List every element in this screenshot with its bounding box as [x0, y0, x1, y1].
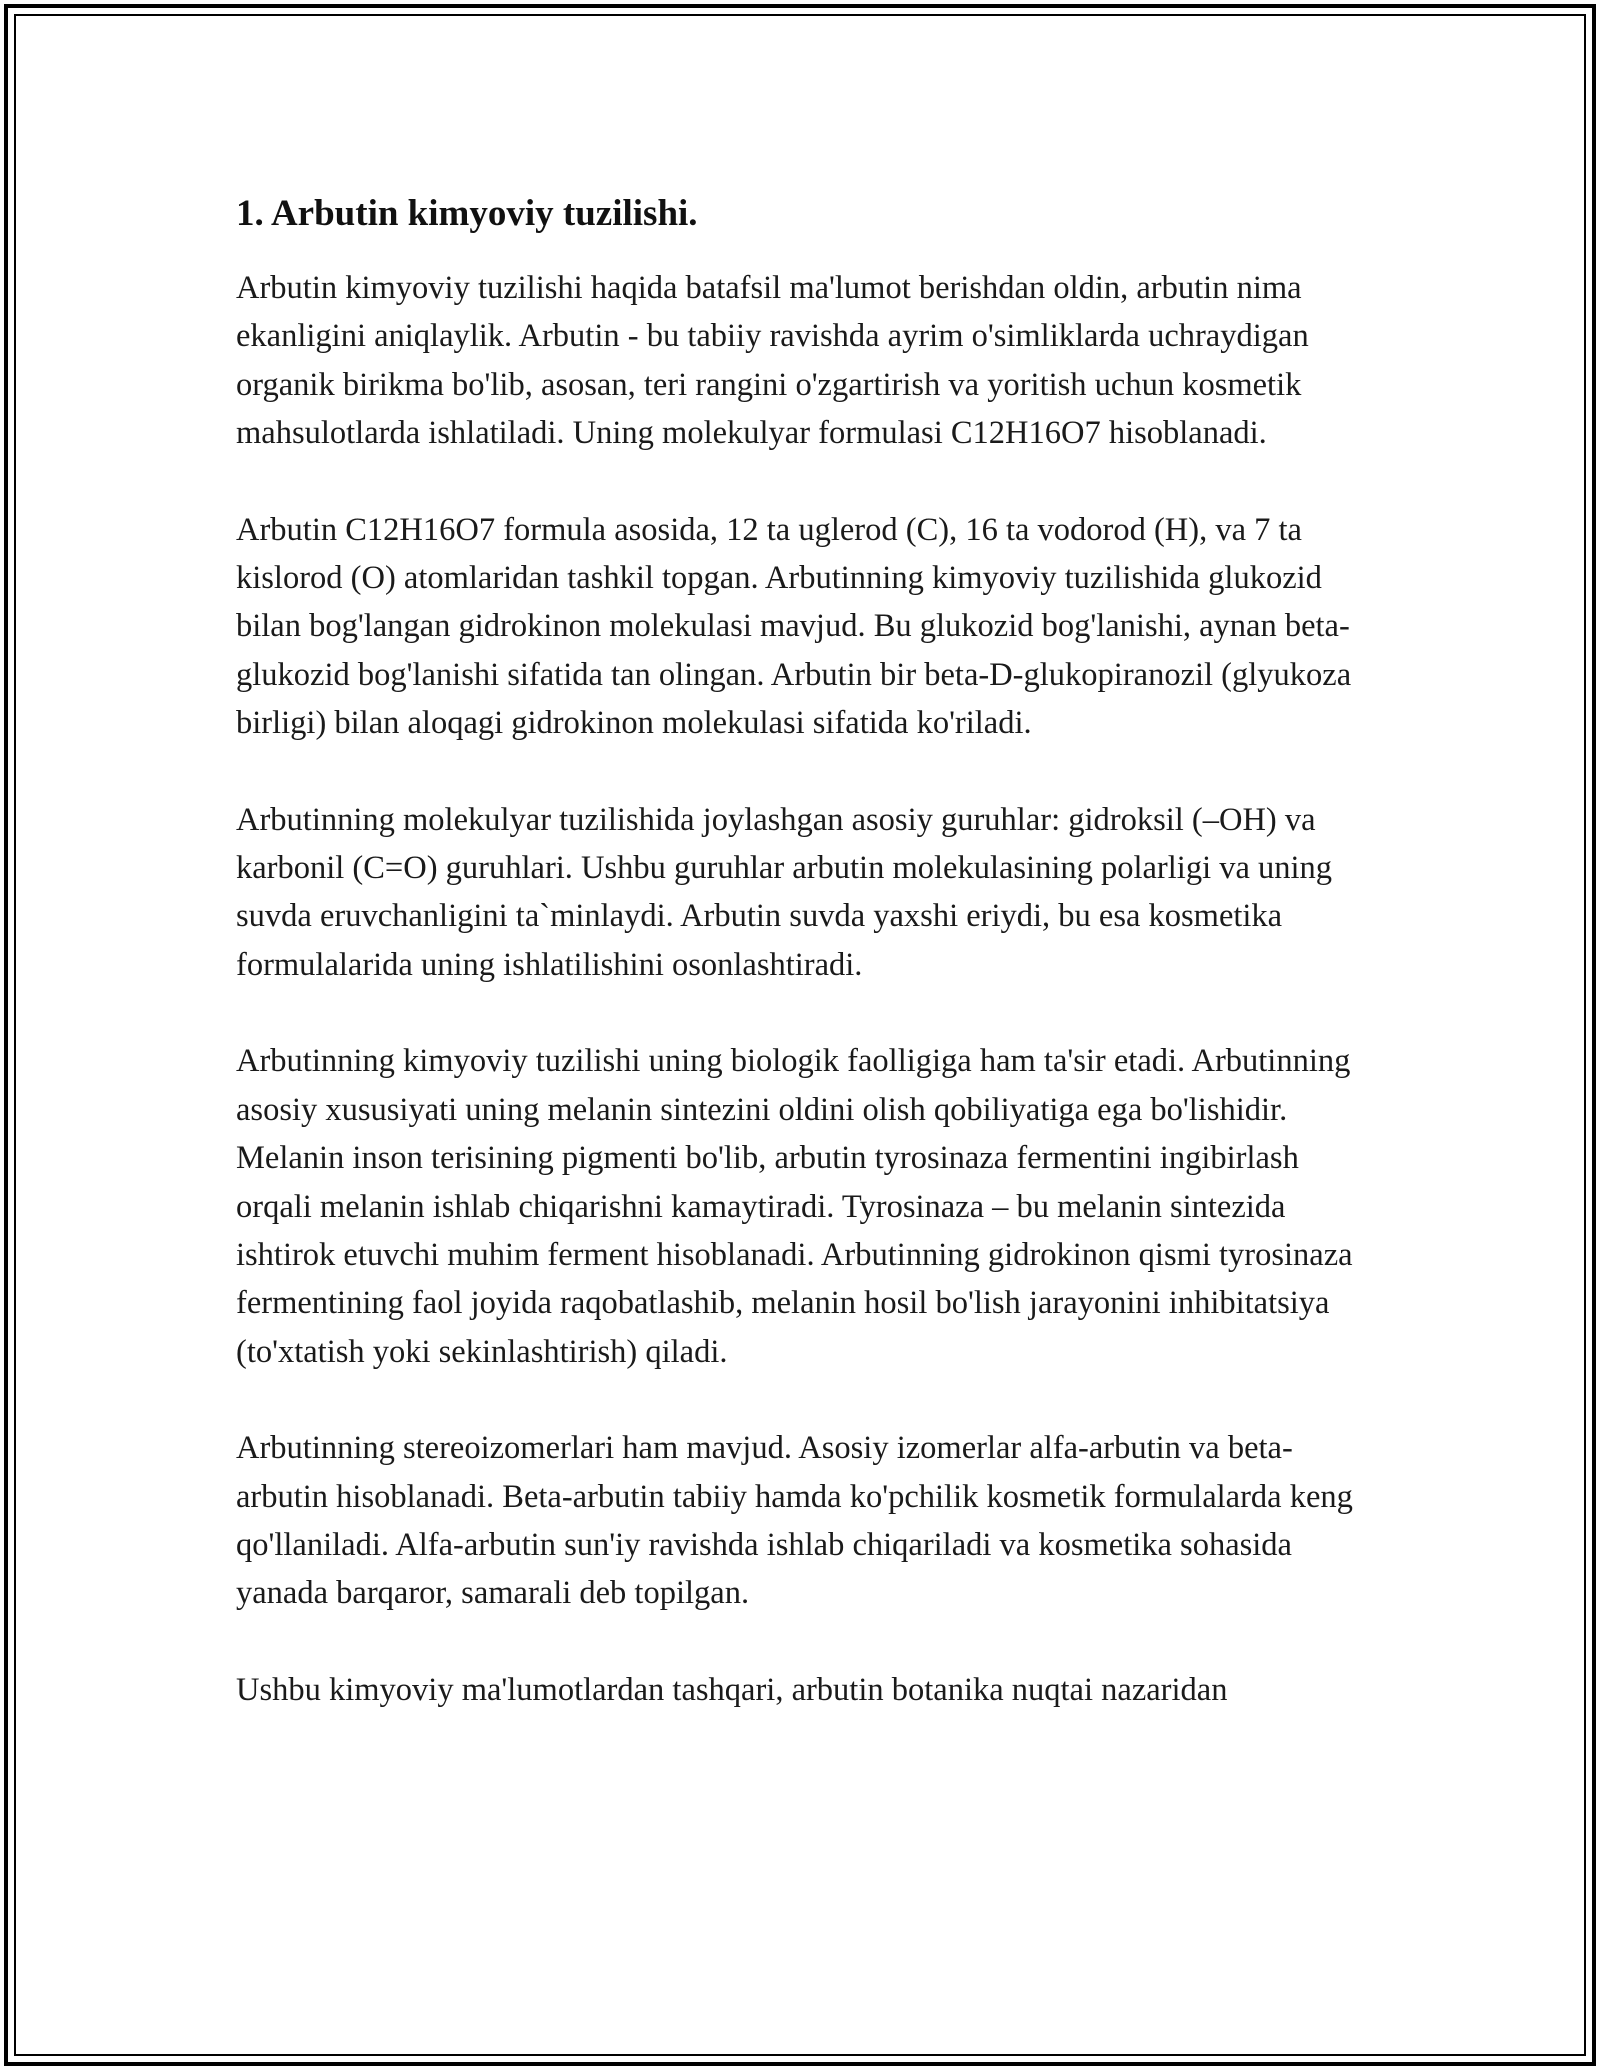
paragraph-3: Arbutinning molekulyar tuzilishida joylashgan asosiy guruhlar: gidroksil (–OH) va karbonil (C=O) guruhlari. Ushbu guruhlar arbutin molekulasining polarligi va uning suvda eruvchanligini ta`minlaydi. Arbutin suvda yaxshi eriydi, bu esa kosmetika formulalarida uning ishlatilishini osonlashtiradi. — [236, 801, 1333, 983]
paragraph-1: Arbutin kimyoviy tuzilishi haqida batafsil ma'lumot berishdan oldin, arbutin nima ekanligini aniqlaylik. Arbutin - bu tabiiy ravishda ayrim o'simliklarda uchraydigan organik birikma bo'lib, asosan, teri rangini o'zgartirish va yoritish uchun kosmetik mahsulotlarda ishlatiladi. Uning molekulyar formulasi C12H16O7 hisoblanadi. — [236, 270, 1309, 452]
section-heading: 1. Arbutin kimyoviy tuzilishi. — [236, 193, 698, 234]
document-body — [236, 184, 1366, 1762]
paragraph-5: Arbutinning stereoizomerlari ham mavjud. Asosiy izomerlar alfa-arbutin va beta-arbutin hisoblanadi. Beta-arbutin tabiiy hamda ko'pchilik kosmetik formulalarda keng qo'llaniladi. Alfa-arbutin sun'iy ravishda ishlab chiqariladi va kosmetika sohasida yanada barqaror, samarali deb topilgan. — [236, 1430, 1353, 1612]
paragraph-4: Arbutinning kimyoviy tuzilishi uning biologik faolligiga ham ta'sir etadi. Arbutinning asosiy xususiyati uning melanin sintezini oldini olish qobiliyatiga ega bo'lishidir. Melanin inson terisining pigmenti bo'lib, arbutin tyrosinaza fermentini ingibirlash orqali melanin ishlab chiqarishni kamaytiradi. Tyrosinaza – bu melanin sintezida ishtirok etuvchi muhim ferment hisoblanadi. Arbutinning gidrokinon qismi tyrosinaza fermentining faol joyida raqobatlashib, melanin hosil bo'lish jarayonini inhibitatsiya (to'xtatish yoki sekinlashtirish) qiladi. — [236, 1043, 1353, 1370]
paragraph-6: Ushbu kimyoviy ma'lumotlardan tashqari, arbutin botanika nuqtai nazaridan — [236, 1671, 1228, 1708]
paragraph-2: Arbutin C12H16O7 formula asosida, 12 ta uglerod (C), 16 ta vodorod (H), va 7 ta kislorod (O) atomlaridan tashkil topgan. Arbutinning kimyoviy tuzilishida glukozid bilan bog'langan gidrokinon molekulasi mavjud. Bu glukozid bog'lanishi, aynan beta-glukozid bog'lanishi sifatida tan olingan. Arbutin bir beta-D-glukopiranozil (glyukoza birligi) bilan aloqagi gidrokinon molekulasi sifatida ko'riladi. — [236, 511, 1352, 742]
